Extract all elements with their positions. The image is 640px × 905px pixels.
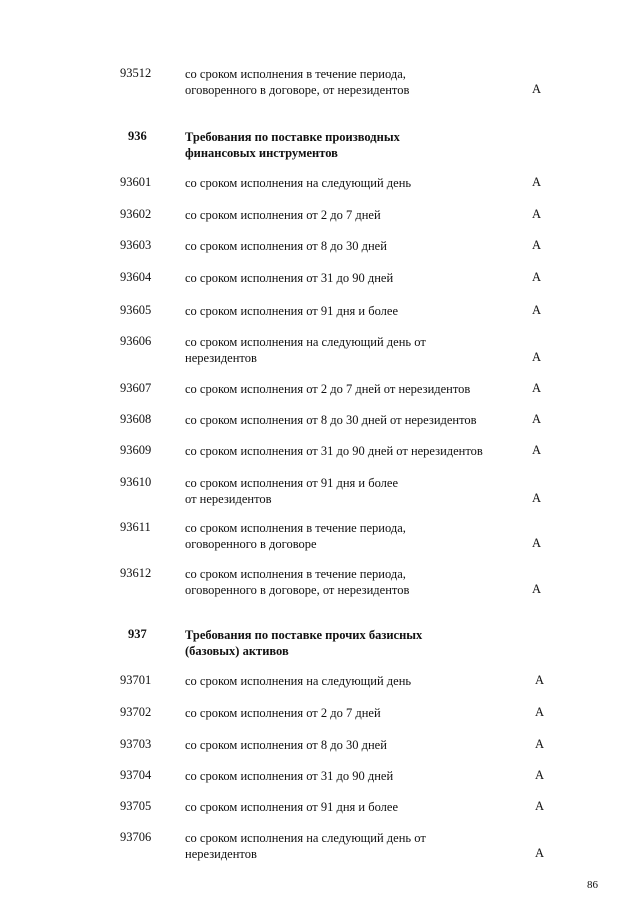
page-number: 86 bbox=[587, 879, 598, 891]
account-type: А bbox=[532, 82, 542, 96]
account-code: 93608 bbox=[120, 412, 152, 426]
account-type: А bbox=[532, 536, 542, 550]
account-code: 93706 bbox=[120, 830, 152, 844]
account-type: А bbox=[532, 443, 542, 457]
account-type: А bbox=[535, 705, 545, 719]
account-description: со сроком исполнения на следующий день от нерезидентов bbox=[185, 831, 426, 861]
account-code: 93606 bbox=[120, 334, 152, 348]
account-type: А bbox=[532, 238, 542, 252]
account-code: 93512 bbox=[120, 66, 152, 80]
account-description: со сроком исполнения в течение периода, оговоренного в договоре bbox=[185, 521, 406, 551]
account-description: со сроком исполнения от 2 до 7 дней от нерезидентов bbox=[185, 382, 471, 396]
account-description: со сроком исполнения от 91 дня и более bbox=[185, 800, 399, 814]
account-code: 93702 bbox=[120, 705, 152, 719]
account-type: А bbox=[532, 270, 542, 284]
section-title: Требования по поставке прочих базисных (базовых) активов bbox=[185, 628, 423, 658]
account-type: А bbox=[535, 737, 545, 751]
account-code: 93612 bbox=[120, 566, 152, 580]
account-code: 93607 bbox=[120, 381, 152, 395]
account-type: А bbox=[532, 303, 542, 317]
account-type: А bbox=[532, 412, 542, 426]
account-description: со сроком исполнения на следующий день bbox=[185, 176, 412, 190]
account-type: А bbox=[535, 673, 545, 687]
account-description: со сроком исполнения от 8 до 30 дней от нерезидентов bbox=[185, 413, 477, 427]
account-description: со сроком исполнения на следующий день bbox=[185, 674, 412, 688]
account-type: А bbox=[532, 491, 542, 505]
account-description: со сроком исполнения от 31 до 90 дней от нерезидентов bbox=[185, 444, 483, 458]
account-description: со сроком исполнения от 31 до 90 дней bbox=[185, 271, 394, 285]
section-title: Требования по поставке производных финансовых инструментов bbox=[185, 130, 400, 160]
account-description: со сроком исполнения в течение периода, оговоренного в договоре, от нерезидентов bbox=[185, 567, 410, 597]
account-type: А bbox=[532, 381, 542, 395]
account-code: 93604 bbox=[120, 270, 152, 284]
account-type: А bbox=[535, 799, 545, 813]
account-code: 93703 bbox=[120, 737, 152, 751]
account-code: 93610 bbox=[120, 475, 152, 489]
account-code: 93609 bbox=[120, 443, 152, 457]
account-description: со сроком исполнения от 91 дня и более bbox=[185, 304, 399, 318]
account-description: со сроком исполнения от 31 до 90 дней bbox=[185, 769, 394, 783]
account-code: 93603 bbox=[120, 238, 152, 252]
account-code: 93704 bbox=[120, 768, 152, 782]
account-code: 93605 bbox=[120, 303, 152, 317]
account-description: со сроком исполнения от 8 до 30 дней bbox=[185, 738, 387, 752]
account-code: 93601 bbox=[120, 175, 152, 189]
account-type: А bbox=[532, 175, 542, 189]
account-type: А bbox=[532, 582, 542, 596]
account-code: 93705 bbox=[120, 799, 152, 813]
account-type: А bbox=[535, 768, 545, 782]
account-type: А bbox=[532, 350, 542, 364]
account-type: А bbox=[535, 846, 545, 860]
account-code: 93701 bbox=[120, 673, 152, 687]
account-code: 93611 bbox=[120, 520, 151, 534]
account-description: со сроком исполнения от 91 дня и более от нерезидентов bbox=[185, 476, 399, 506]
section-code: 936 bbox=[128, 129, 147, 143]
account-type: А bbox=[532, 207, 542, 221]
section-code: 937 bbox=[128, 627, 147, 641]
account-description: со сроком исполнения в течение периода, оговоренного в договоре, от нерезидентов bbox=[185, 67, 410, 97]
account-description: со сроком исполнения от 8 до 30 дней bbox=[185, 239, 387, 253]
account-description: со сроком исполнения от 2 до 7 дней bbox=[185, 208, 381, 222]
account-description: со сроком исполнения на следующий день от нерезидентов bbox=[185, 335, 426, 365]
account-description: со сроком исполнения от 2 до 7 дней bbox=[185, 706, 381, 720]
account-code: 93602 bbox=[120, 207, 152, 221]
